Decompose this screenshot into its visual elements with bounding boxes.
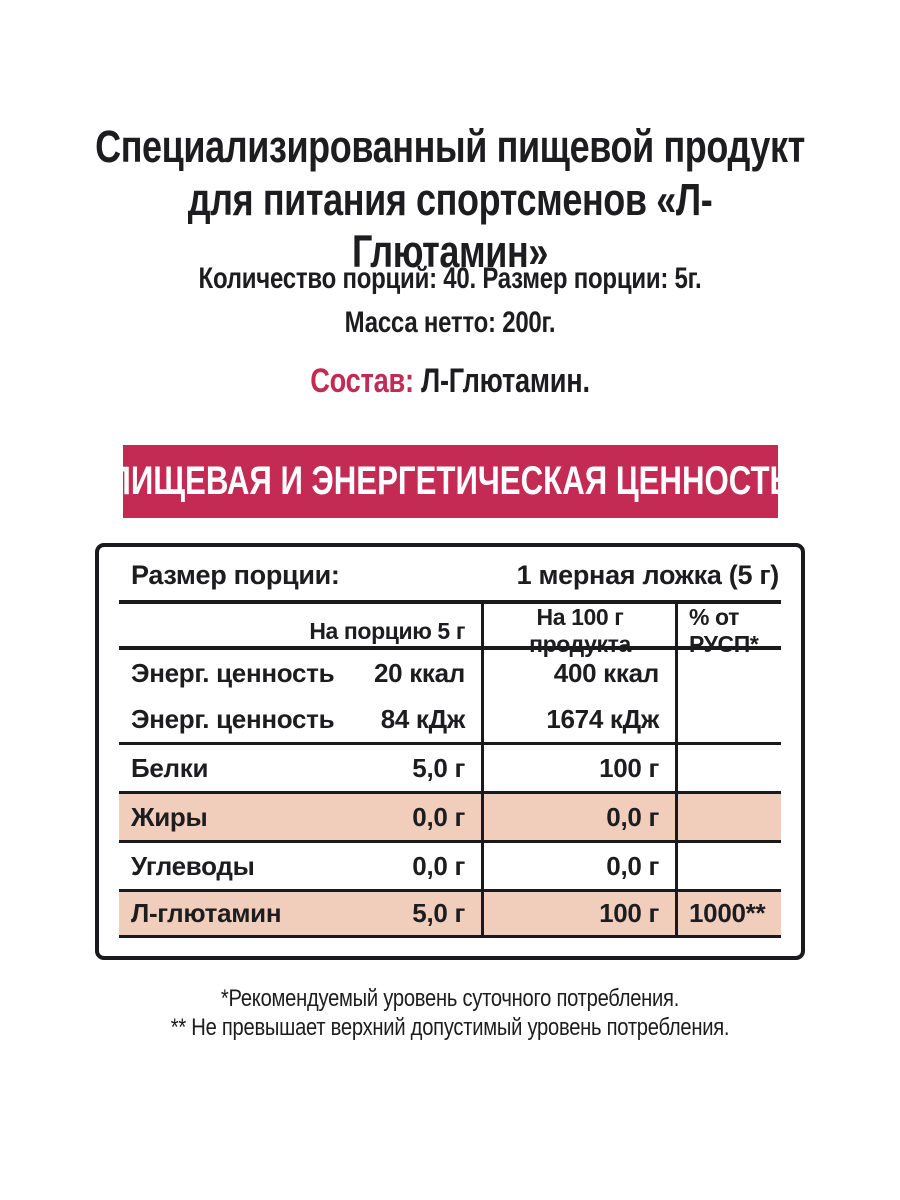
serving-size-value: 1 мерная ложка (5 г) — [516, 560, 779, 590]
per-serving-value: 5,0 г — [412, 898, 465, 928]
row-label: Белки — [131, 752, 209, 783]
serving-size-label: Размер порции: — [131, 560, 340, 590]
per-100g-value: 0,0 г — [606, 801, 659, 832]
per-100g-value: 400 ккал — [553, 657, 659, 688]
per-serving-value: 0,0 г — [412, 850, 465, 881]
per-100g-value: 100 г — [599, 752, 659, 783]
servings-line: Количество порций: 40. Размер порции: 5г. — [198, 262, 702, 295]
row-label: Энерг. ценность — [131, 657, 335, 688]
row-cell-per-serving — [119, 794, 483, 840]
footnotes — [72, 984, 828, 1043]
composition-line — [90, 362, 810, 401]
footnote-rusp: *Рекомендуемый уровень суточного потребления. — [220, 985, 680, 1012]
table-row — [119, 696, 781, 742]
per-100g-value: 100 г — [599, 898, 659, 928]
row-label: Энерг. ценность — [131, 703, 335, 734]
per-serving-value: 0,0 г — [412, 801, 465, 832]
table-header-row — [119, 604, 781, 657]
per-serving-value: 20 ккал — [373, 657, 465, 688]
serving-size-row — [119, 547, 781, 604]
nutrition-banner-title: ПИЩЕВАЯ И ЭНЕРГЕТИЧЕСКАЯ ЦЕННОСТЬ — [108, 459, 793, 503]
column-divider-2 — [675, 604, 678, 938]
row-label: Углеводы — [131, 850, 255, 881]
column-divider-1 — [481, 604, 484, 938]
composition-label: Состав: — [310, 362, 414, 400]
col-header-per-serving: На порцию 5 г — [309, 617, 465, 644]
col-header-per-100g: На 100 г продукта — [529, 604, 631, 657]
composition-value: Л-Глютамин. — [413, 362, 590, 400]
nutrition-banner — [108, 445, 793, 518]
footnote-upper-limit: ** Не превышает верхний допустимый уровень потребления. — [170, 1014, 730, 1042]
per-100g-value: 1674 кДж — [546, 703, 659, 734]
per-serving-value: 84 кДж — [380, 703, 465, 734]
row-cell-per-serving — [119, 745, 483, 791]
table-row — [119, 889, 781, 938]
table-row — [119, 742, 781, 791]
per-100g-value: 0,0 г — [606, 850, 659, 881]
table-row — [119, 840, 781, 889]
row-cell-per-serving — [119, 843, 483, 889]
product-title-line-2: для питания спортсменов «Л-Глютамин» — [187, 173, 713, 278]
table-row — [119, 791, 781, 840]
per-serving-value: 5,0 г — [412, 752, 465, 783]
product-title-line-1: Специализированный пищевой продукт — [95, 121, 805, 172]
table-rows — [119, 650, 781, 938]
serving-info — [90, 257, 810, 345]
row-cell-per-serving — [119, 892, 483, 935]
row-cell-per-serving — [119, 696, 483, 742]
col-header-rusp: % от РУСП* — [689, 604, 759, 657]
nutrition-table — [95, 543, 805, 960]
row-cell-per-serving — [119, 650, 483, 696]
rusp-value: 1000** — [689, 898, 766, 928]
table-body — [119, 604, 781, 938]
net-weight-line: Масса нетто: 200г. — [344, 306, 556, 340]
row-label: Жиры — [131, 801, 208, 832]
product-title — [90, 121, 810, 279]
row-label: Л-глютамин — [131, 898, 282, 928]
